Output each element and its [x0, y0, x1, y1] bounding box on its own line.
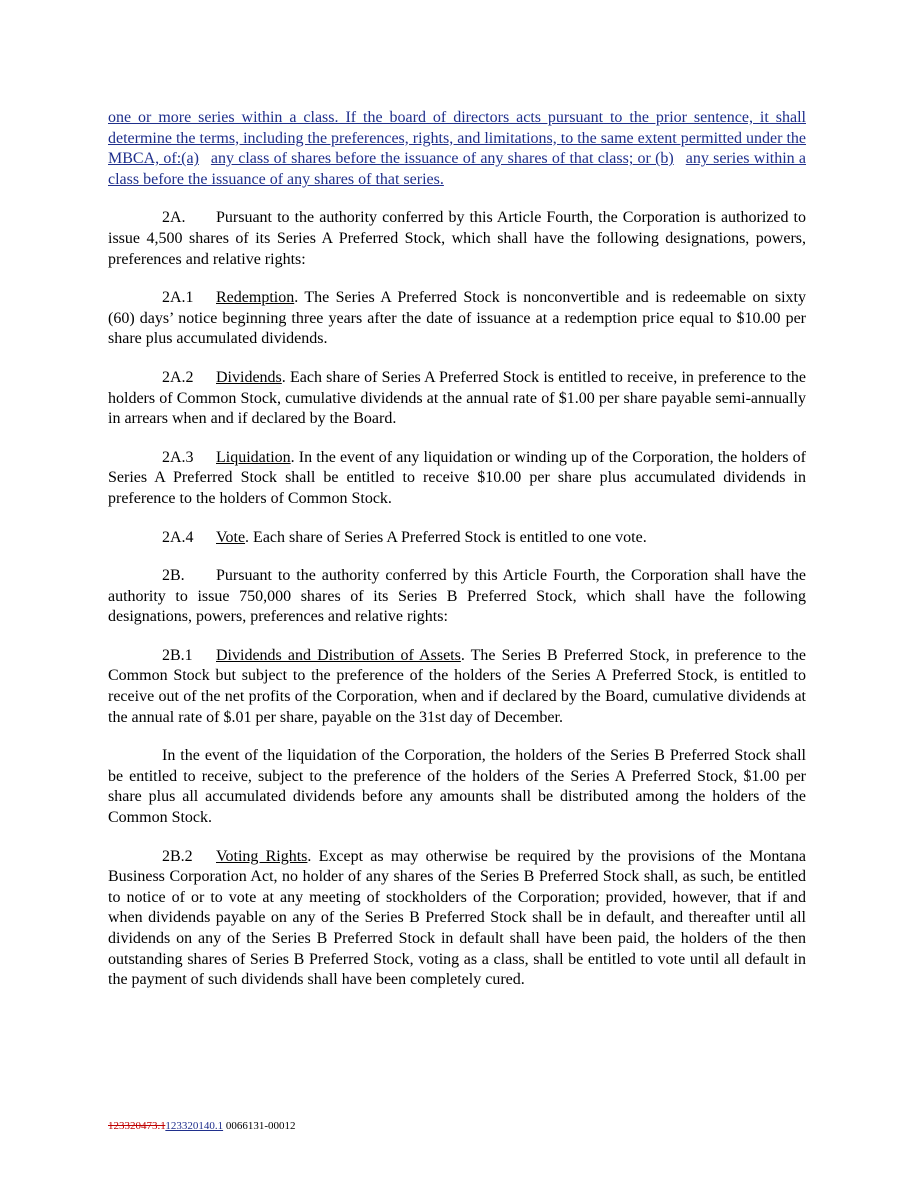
footer-inserted-id: 123320140.1	[165, 1120, 224, 1132]
document-page	[108, 108, 806, 1009]
section-text: . The Series A Preferred Stock is nonconvertible and is redeemable on sixty (60) days’ notice beginning three years after the date of issuance at a redemption price equal to $10.00 per share plus accumulated dividends.	[108, 289, 806, 348]
section-text: . In the event of any liquidation or winding up of the Corporation, the holders of Series A Preferred Stock shall be entitled to receive $10.00 per share plus accumulated dividends in preference to the holders of Common Stock.	[108, 448, 806, 507]
section-2a4	[108, 528, 806, 549]
section-number: 2A.	[162, 209, 186, 227]
section-number: 2B.1	[162, 646, 193, 664]
section-heading: Voting Rights	[216, 847, 308, 865]
document-footer-id	[108, 1120, 296, 1132]
section-number: 2A.1	[162, 289, 194, 307]
section-2b2	[108, 847, 806, 991]
section-2b1-continued	[108, 746, 806, 828]
section-text: . Each share of Series A Preferred Stock is entitled to receive, in preference to the holders of Common Stock, cumulative dividends at the annual rate of $1.00 per share payable semi-annually in arrears when and if declared by the Board.	[108, 368, 806, 428]
section-heading: Redemption	[216, 289, 295, 307]
section-number: 2A.4	[162, 528, 194, 546]
section-heading: Dividends	[216, 368, 282, 386]
section-text: . Except as may otherwise be required by the provisions of the Montana Business Corporation Act, no holder of any shares of the Series B Preferred Stock shall, as such, be entitled to notice of or to vote at any meeting of stockholders of the Corporation; provided, however, that if and when dividends payable on any of the Series B Preferred Stock shall be in default, and thereafter until all dividends on any of the Series B Preferred Stock in default shall have been paid, the holders of the then outstanding shares of Series B Preferred Stock, voting as a class, shall be entitled to vote until all default in the payment of such dividends shall have been completely cured.	[108, 847, 807, 989]
section-2a	[108, 208, 806, 270]
section-number: 2A.2	[162, 368, 194, 386]
opening-text-b: any class of shares before the issuance of any shares of that class; or (b)	[210, 150, 674, 168]
section-text: . The Series B Preferred Stock, in preference to the Common Stock but subject to the preference of the holders of the Series A Preferred Stock, is entitled to receive out of the net profits of the Corporation, when and if declared by the Board, cumulative dividends at the annual rate of $.01 per share, payable on the 31st day of December.	[108, 646, 807, 726]
revised-opening-paragraph	[108, 108, 806, 190]
section-heading: Dividends and Distribution of Assets	[216, 646, 461, 664]
opening-text-c: any series within a class before the issuance of any shares of that series.	[108, 150, 807, 188]
section-heading: Liquidation	[216, 448, 291, 466]
section-heading: Vote	[216, 528, 246, 546]
section-text: Pursuant to the authority conferred by this Article Fourth, the Corporation is authorized to issue 4,500 shares of its Series A Preferred Stock, which shall have the following designations, powers, preferences and relative rights:	[108, 209, 806, 268]
section-text: . Each share of Series A Preferred Stock is entitled to one vote.	[245, 528, 647, 546]
section-2b1	[108, 646, 806, 728]
section-number: 2A.3	[162, 448, 194, 466]
section-text: In the event of the liquidation of the Corporation, the holders of the Series B Preferred Stock shall be entitled to receive, subject to the preference of the holders of the Series A Preferred Stock, $1.00 per share plus all accumulated dividends before any amounts shall be distributed among the holders of the Common Stock.	[108, 747, 806, 827]
footer-deleted-id: 123320473.1	[108, 1120, 166, 1132]
opening-text-a: one or more series within a class. If the board of directors acts pursuant to the prior sentence, it shall determine the terms, including the preferences, rights, and limitations, to the same extent permitted under the MBCA, of:(a)	[108, 109, 807, 168]
section-2a3	[108, 448, 806, 510]
section-2b	[108, 566, 806, 628]
section-2a2	[108, 368, 806, 430]
section-number: 2B.	[162, 567, 185, 585]
footer-matter-number: 0066131-00012	[223, 1120, 296, 1132]
section-text: Pursuant to the authority conferred by this Article Fourth, the Corporation shall have the authority to issue 750,000 shares of its Series B Preferred Stock, which shall have the following designations, powers, preferences and relative rights:	[108, 567, 806, 626]
section-2a1	[108, 288, 806, 350]
section-number: 2B.2	[162, 847, 193, 865]
